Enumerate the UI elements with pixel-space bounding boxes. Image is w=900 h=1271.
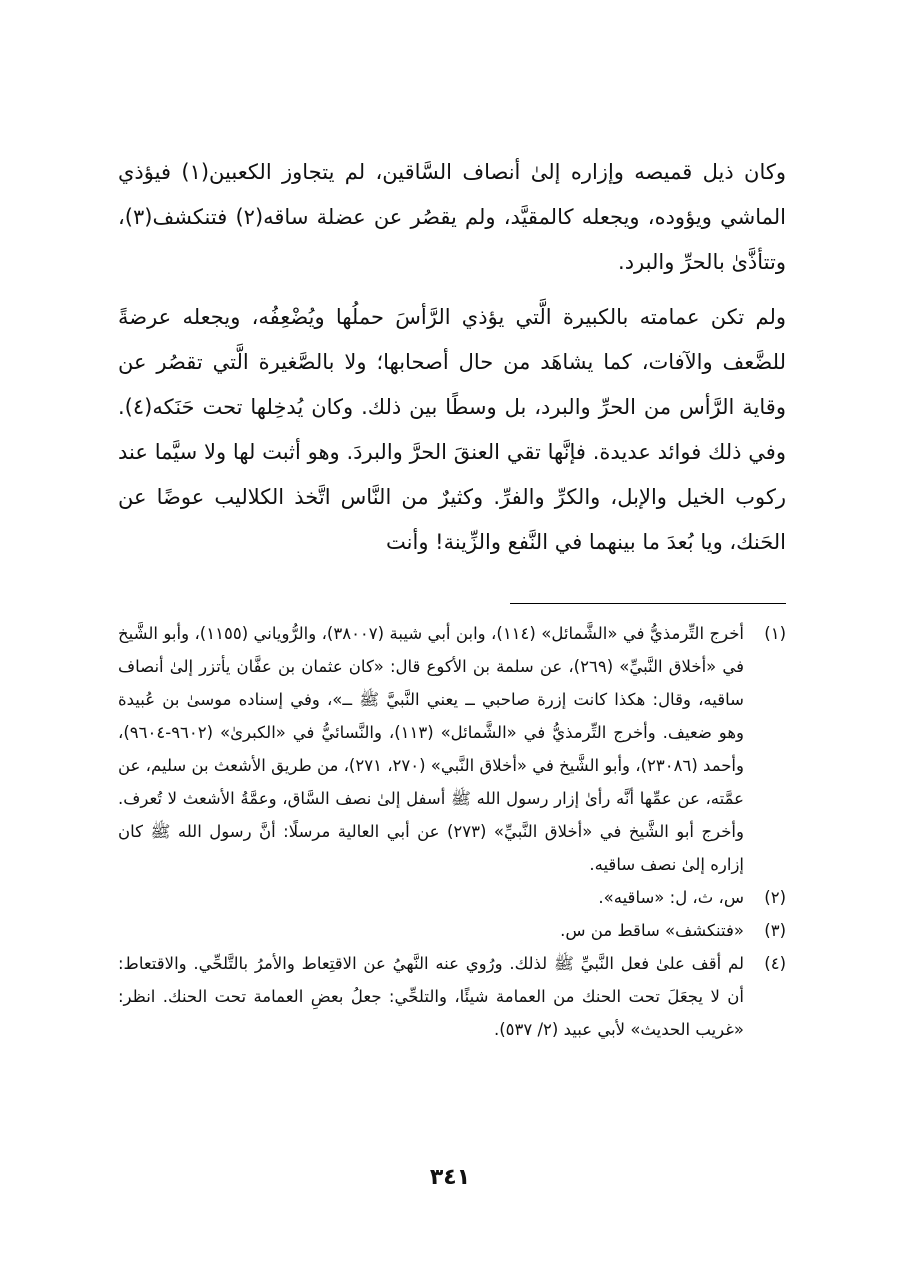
footnote-text: لم أقف علىٰ فعل النَّبيِّ ﷺ لذلك. ورُوي عنه النَّهيُ عن الاقتِعاط والأمرُ بالتَّلحِّي. والاقتعاط: أن لا يجعَلَ تحت الحنك من العمامة شيئًا، والتلحِّي: جعلُ بعضِ العمامة تحت الحنك. انظر: «غريب الحديث» لأبي عبيد (٢/ ٥٣٧). [118, 954, 744, 1039]
main-text [118, 150, 786, 565]
page-number: ٣٤١ [429, 1165, 471, 1190]
footnote-text: «فتنكشف» ساقط من س. [560, 921, 744, 940]
paragraph-2: ولم تكن عمامته بالكبيرة الَّتي يؤذي الرَّأسَ حملُها ويُضْعِفُه، ويجعله عرضةً للضَّعف والآفات، كما يشاهَد من حال أصحابها؛ ولا بالصَّغيرة الَّتي تقصُر عن وقاية الرَّأس من الحرِّ والبرد، بل وسطًا بين ذلك. وكان يُدخِلها تحت حَنَكه(٤). وفي ذلك فوائد عديدة. فإنَّها تقي العنقَ الحرَّ والبردَ. وهو أثبت لها ولا سيَّما عند ركوب الخيل والإبل، والكرِّ والفرِّ. وكثيرٌ من النَّاس اتَّخذ الكلاليب عوضًا عن الحَنك، ويا بُعدَ ما بينهما في النَّفع والزِّينة! وأنت [118, 305, 786, 554]
footnote-3 [118, 914, 786, 947]
footnote-separator [510, 603, 786, 604]
footnote-2 [118, 881, 786, 914]
footnote-text: س، ث، ل: «ساقيه». [598, 888, 744, 907]
footnote-number: (١) [764, 624, 786, 643]
footnote-number: (٣) [764, 921, 786, 940]
footnote-number: (٢) [764, 888, 786, 907]
footnote-4 [118, 947, 786, 1046]
footnote-text: أخرج التِّرمذيُّ في «الشَّمائل» (١١٤)، وابن أبي شيبة (٣٨٠٠٧)، والرُّوياني (١١٥٥)، وأبو الشَّيخ في «أخلاق النَّبيِّ» (٢٦٩)، عن سلمة بن الأكوع قال: «كان عثمان بن عفَّان يأتزر إلىٰ أنصاف ساقيه، وقال: هكذا كانت إزرة صاحبي ــ يعني النَّبيَّ ﷺ ــ»، وفي إسناده موسىٰ بن عُبيدة وهو ضعيف. وأخرج التِّرمذيُّ في «الشَّمائل» (١١٣)، والنَّسائيُّ في «الكبرىٰ» (٩٦٠٢-٩٦٠٤)، وأحمد (٢٣٠٨٦)، وأبو الشَّيخ في «أخلاق النَّبي» (٢٧٠، ٢٧١)، من طريق الأشعث بن سليم، عن عمَّته، عن عمِّها أنَّه رأىٰ إزار رسول الله ﷺ أسفل إلىٰ نصف السَّاق، وعمَّةُ الأشعث لا تُعرف. وأخرج أبو الشَّيخ في «أخلاق النَّبيِّ» (٢٧٣) عن أبي العالية مرسلًا: أنَّ رسول الله ﷺ كان إزاره إلىٰ نصف ساقيه. [118, 624, 744, 874]
footnote-1 [118, 617, 786, 881]
footnote-number: (٤) [764, 954, 786, 973]
paragraph-1: وكان ذيل قميصه وإزاره إلىٰ أنصاف السَّاقين، لم يتجاوز الكعبين(١) فيؤذي الماشي ويؤوده، ويجعله كالمقيَّد، ولم يقصُر عن عضلة ساقه(٢) فتنكشف(٣)، وتتأذَّىٰ بالحرِّ والبرد. [118, 160, 786, 274]
footnotes [118, 617, 786, 1046]
